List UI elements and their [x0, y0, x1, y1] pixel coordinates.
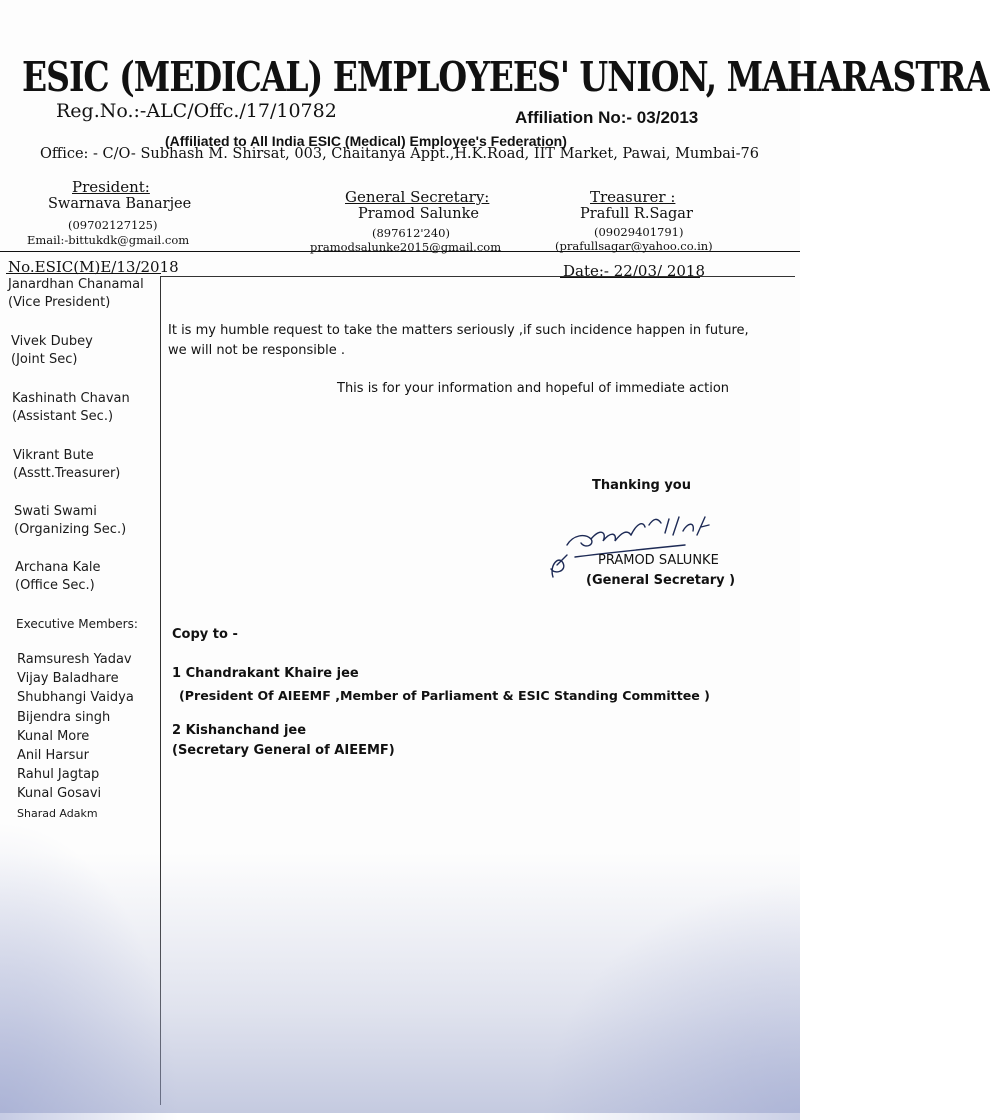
copy-to-2-line-2: (Secretary General of AIEEMF): [172, 743, 395, 758]
officer-name: Janardhan Chanamal: [8, 277, 144, 292]
registration-number: Reg.No.:-ALC/Offc./17/10782: [56, 100, 337, 122]
executive-member: Kunal More: [17, 728, 90, 744]
officer-name: Kashinath Chavan: [12, 391, 130, 406]
treasurer-name: Prafull R.Sagar: [580, 206, 693, 222]
executive-member: Ramsuresh Yadav: [17, 652, 132, 667]
paragraph-1-line-2: we will not be responsible .: [168, 343, 345, 358]
gen-sec-heading: General Secretary:: [345, 188, 490, 206]
officer-name: Vivek Dubey: [11, 334, 93, 349]
officer-role: (Office Sec.): [15, 578, 95, 593]
officer-role: (Vice President): [8, 295, 111, 310]
letter-date: Date:- 22/03/ 2018: [563, 262, 705, 280]
office-address: Office: - C/O- Subhash M. Shirsat, 003, Chaitanya Appt.,H.K.Road, IIT Market, Pawai, Mumbai-76: [40, 146, 759, 162]
reference-number: No.ESIC(M)E/13/2018: [8, 258, 179, 276]
signatory-title: (General Secretary ): [586, 573, 736, 588]
officer-name: Archana Kale: [15, 560, 101, 575]
scan-shading-left: [0, 820, 180, 1120]
closing: Thanking you: [592, 478, 691, 493]
treasurer-email: (prafullsagar@yahoo.co.in): [555, 239, 713, 253]
executive-member: Rahul Jagtap: [17, 767, 100, 783]
officer-2: [11, 333, 93, 369]
executive-member: Vijay Baladhare: [17, 671, 119, 687]
officer-role: (Joint Sec): [11, 352, 78, 367]
signatory-name: PRAMOD SALUNKE: [598, 553, 719, 568]
gen-sec-phone: (897612'240): [372, 226, 450, 240]
executive-list: [17, 650, 134, 823]
president-heading: President:: [72, 178, 150, 196]
officer-name: Vikrant Bute: [13, 448, 94, 463]
treasurer-phone: (09029401791): [594, 225, 684, 239]
executive-heading: Executive Members:: [16, 617, 138, 631]
affiliation-number: Affiliation No:- 03/2013: [515, 108, 699, 127]
officer-role: (Assistant Sec.): [12, 409, 114, 424]
paragraph-2: This is for your information and hopeful of immediate action: [337, 381, 730, 396]
executive-member: Bijendra singh: [17, 709, 111, 725]
executive-member: Sharad Adakm: [17, 806, 98, 820]
president-name: Swarnava Banarjee: [48, 196, 192, 212]
affiliation-line: (Affiliated to All India ESIC (Medical) Employee's Federation): [165, 133, 567, 149]
copy-to-2-line-1: 2 Kishanchand jee: [172, 723, 307, 738]
officer-4: [13, 447, 120, 483]
header-rule: [0, 251, 800, 252]
officer-5: [14, 503, 126, 539]
officer-role: (Asstt.Treasurer): [13, 466, 121, 481]
copy-to-1-line-1: 1 Chandrakant Khaire jee: [172, 666, 359, 681]
paragraph-1-line-1: It is my humble request to take the matters seriously ,if such incidence happen in future,: [168, 323, 749, 338]
executive-member: Shubhangi Vaidya: [17, 690, 134, 706]
officer-1: [8, 276, 144, 312]
officer-name: Swati Swami: [14, 504, 97, 519]
gen-sec-email: pramodsalunke2015@gmail.com: [310, 240, 502, 254]
union-title: ESIC (MEDICAL) EMPLOYEES' UNION, MAHARASTRA: [22, 52, 990, 101]
treasurer-heading: Treasurer :: [590, 188, 676, 206]
officer-role: (Organizing Sec.): [14, 522, 127, 537]
copy-to-1-line-2: (President Of AIEEMF ,Member of Parliament & ESIC Standing Committee ): [179, 688, 710, 703]
officer-6: [15, 559, 101, 595]
president-email: Email:-bittukdk@gmail.com: [27, 233, 190, 247]
executive-member: Kunal Gosavi: [17, 786, 102, 802]
gen-sec-name: Pramod Salunke: [358, 206, 479, 222]
officer-3: [12, 390, 130, 426]
president-phone: (09702127125): [68, 218, 158, 232]
executive-member: Anil Harsur: [17, 748, 89, 764]
ref-underline: [6, 273, 161, 274]
copy-to-heading: Copy to -: [172, 627, 238, 642]
